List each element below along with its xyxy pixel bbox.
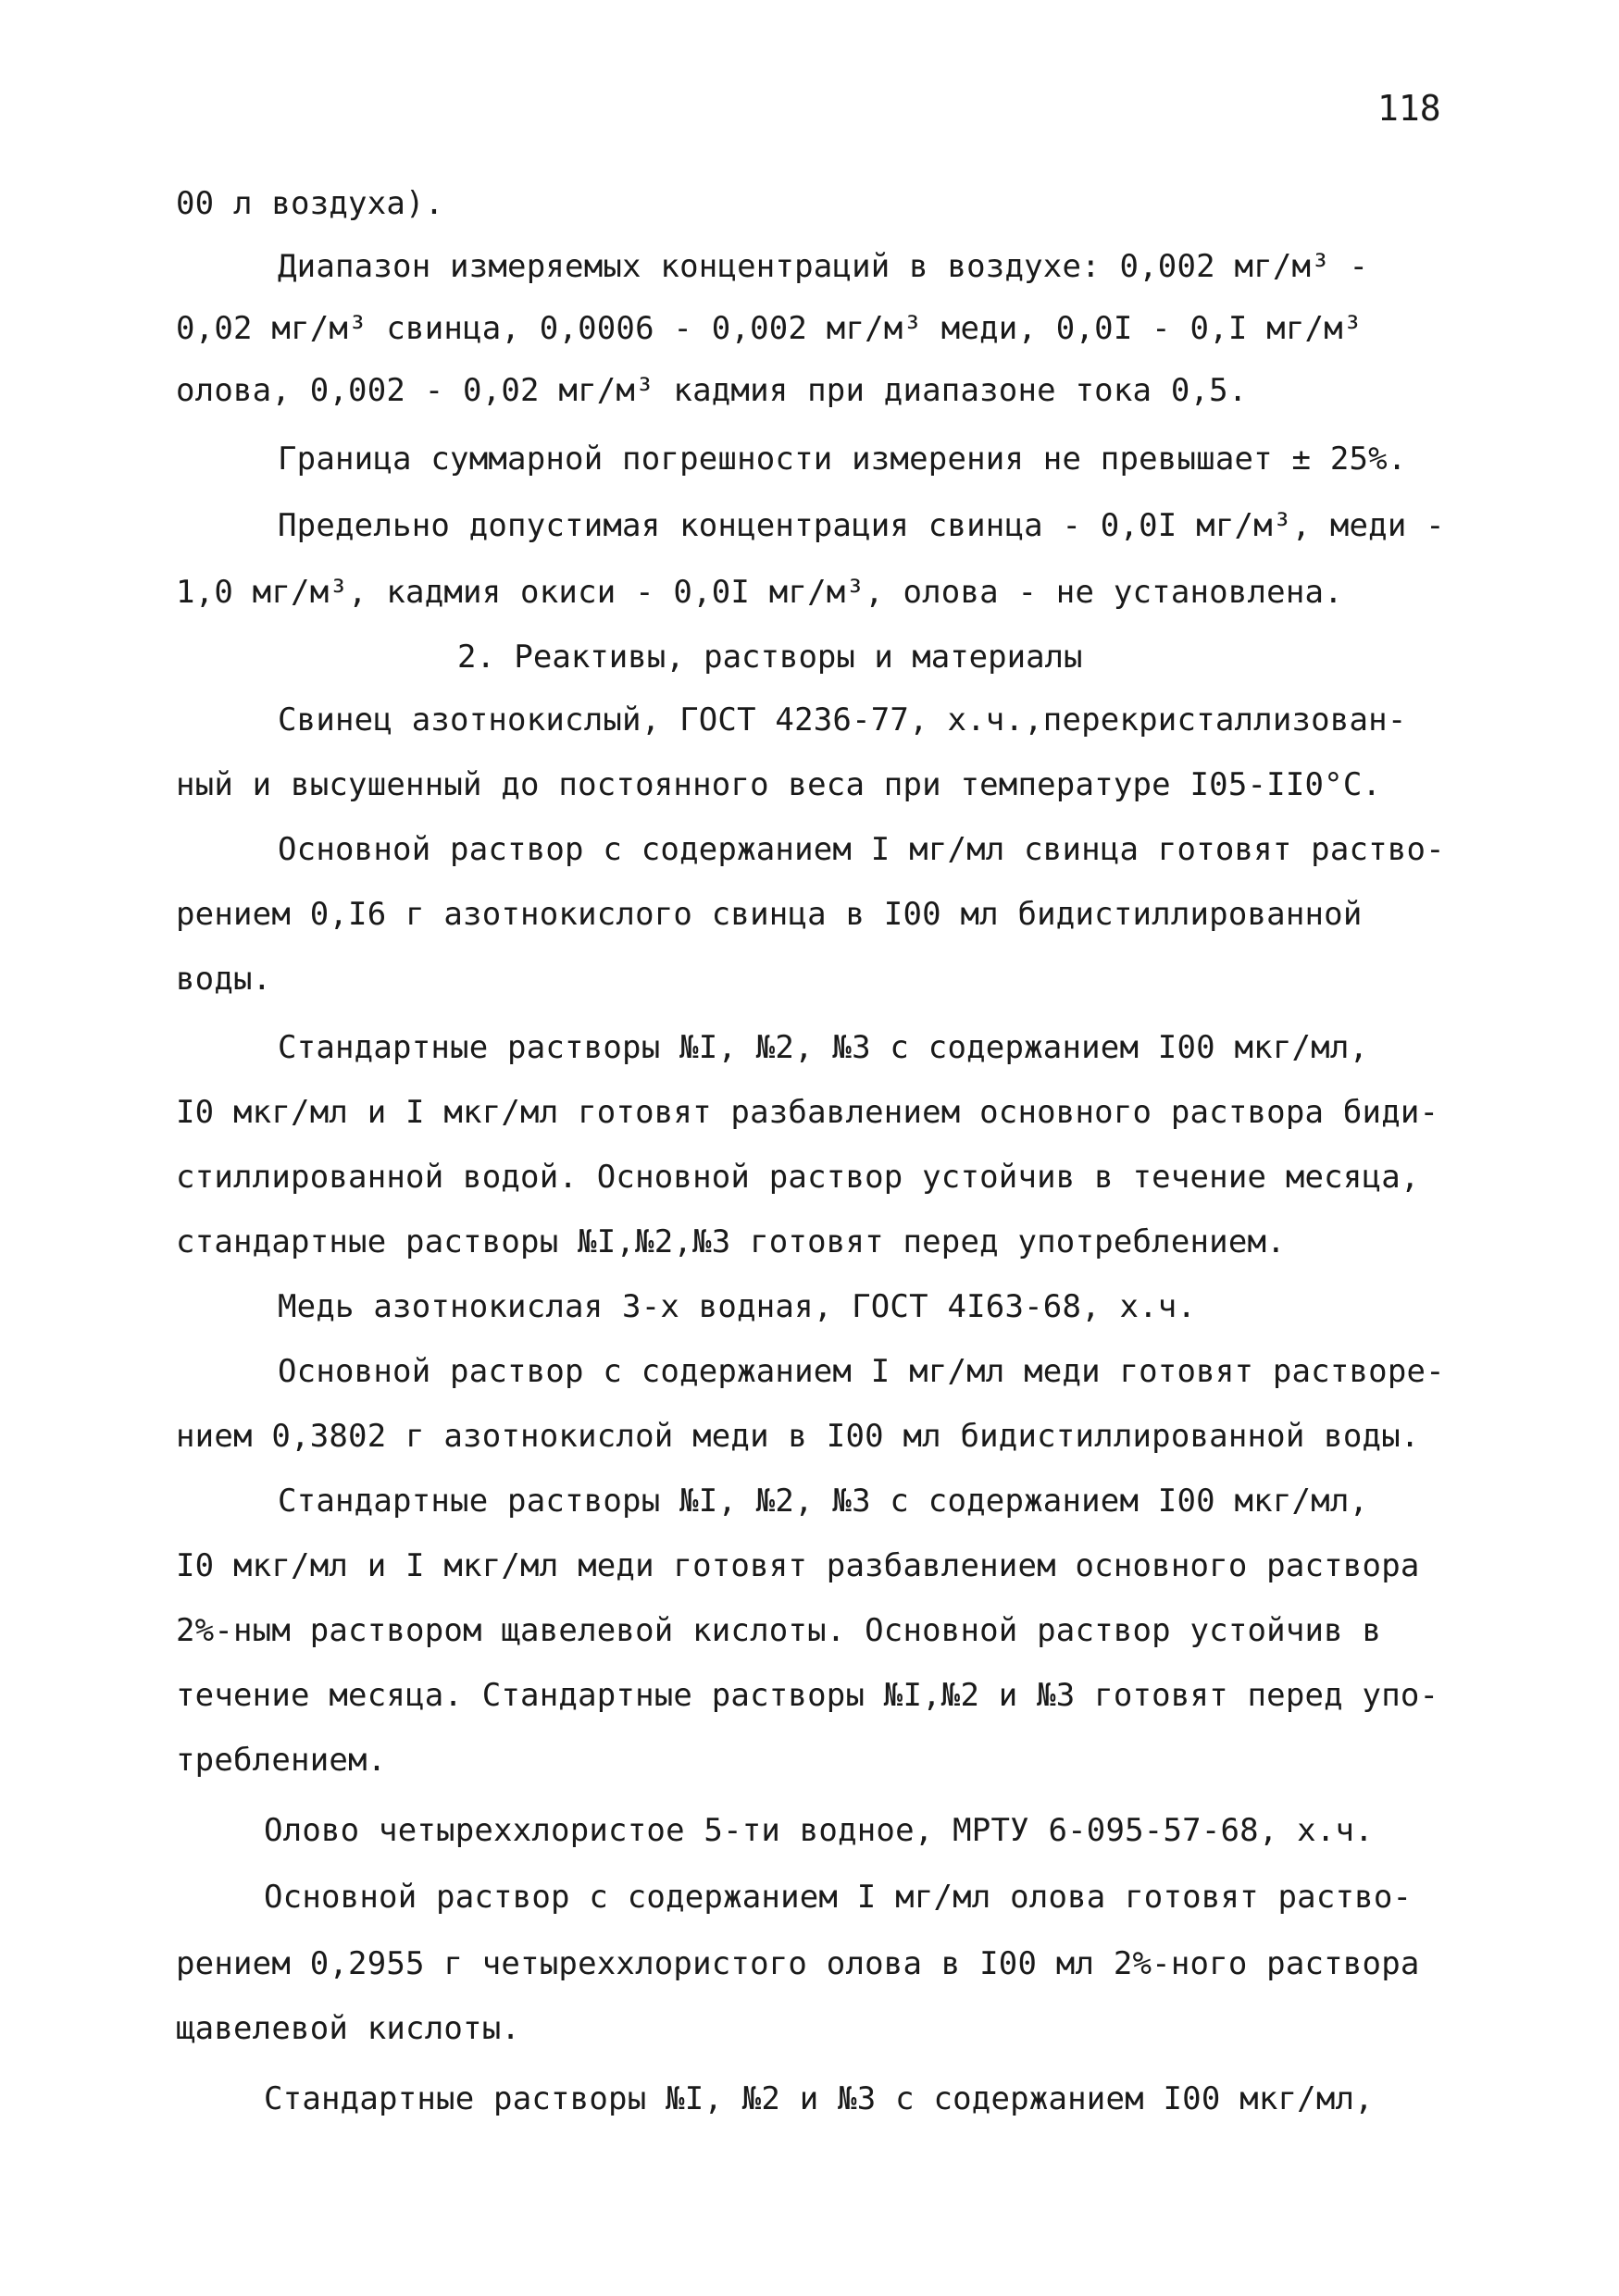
text-line: Медь азотнокислая 3-х водная, ГОСТ 4I63-68, х.ч.	[278, 1288, 1197, 1325]
text-line: Основной раствор с содержанием I мг/мл олова готовят раство-	[264, 1879, 1413, 1916]
text-line: Основной раствор с содержанием I мг/мл свинца готовят раство-	[278, 831, 1445, 868]
page-number: 118	[1377, 88, 1441, 129]
text-line: Граница суммарной погрешности измерения не превышает ± 25%.	[278, 441, 1407, 478]
text-line: Стандартные растворы №I, №2 и №3 с содержанием I00 мкг/мл,	[264, 2080, 1374, 2117]
text-line: стандартные растворы №I,№2,№3 готовят перед употреблением.	[176, 1223, 1286, 1260]
text-line: 0,02 мг/м³ свинца, 0,0006 - 0,002 мг/м³ меди, 0,0I - 0,I мг/м³	[176, 310, 1363, 347]
text-line: рением 0,I6 г азотнокислого свинца в I00 мл бидистиллированной	[176, 896, 1363, 933]
text-line: I0 мкг/мл и I мкг/мл меди готовят разбавлением основного раствора	[176, 1547, 1420, 1584]
text-line: Диапазон измеряемых концентраций в воздухе: 0,002 мг/м³ -	[278, 248, 1369, 285]
text-line: течение месяца. Стандартные растворы №I,№2 и №3 готовят перед упо-	[176, 1677, 1439, 1714]
text-line: 00 л воздуха).	[176, 185, 444, 222]
text-line: Свинец азотнокислый, ГОСТ 4236-77, х.ч.,перекристаллизован-	[278, 701, 1407, 738]
text-line: Олово четыреххлористое 5-ти водное, МРТУ 6-095-57-68, х.ч.	[264, 1812, 1374, 1849]
text-line: рением 0,2955 г четыреххлористого олова в I00 мл 2%-ного раствора	[176, 1945, 1420, 1982]
text-line: олова, 0,002 - 0,02 мг/м³ кадмия при диапазоне тока 0,5.	[176, 372, 1248, 409]
text-line: I0 мкг/мл и I мкг/мл готовят разбавлением основного раствора биди-	[176, 1094, 1439, 1131]
section-heading: 2. Реактивы, растворы и материалы	[457, 639, 1083, 676]
text-line: 2%-ным раствором щавелевой кислоты. Основной раствор устойчив в	[176, 1612, 1382, 1649]
text-line: стиллированной водой. Основной раствор устойчив в течение месяца,	[176, 1159, 1420, 1196]
text-line: щавелевой кислоты.	[176, 2010, 521, 2047]
text-line: Стандартные растворы №I, №2, №3 с содержанием I00 мкг/мл,	[278, 1483, 1369, 1520]
text-line: ный и высушенный до постоянного веса при температуре I05-II0°С.	[176, 766, 1382, 803]
text-line: Предельно допустимая концентрация свинца - 0,0I мг/м³, меди -	[278, 507, 1445, 544]
text-line: воды.	[176, 961, 272, 998]
text-line: 1,0 мг/м³, кадмия окиси - 0,0I мг/м³, олова - не установлена.	[176, 574, 1343, 611]
text-line: нием 0,3802 г азотнокислой меди в I00 мл бидистиллированной воды.	[176, 1418, 1420, 1455]
text-line: Стандартные растворы №I, №2, №3 с содержанием I00 мкг/мл,	[278, 1029, 1369, 1066]
text-line: треблением.	[176, 1742, 387, 1779]
text-line: Основной раствор с содержанием I мг/мл меди готовят растворе-	[278, 1353, 1445, 1390]
